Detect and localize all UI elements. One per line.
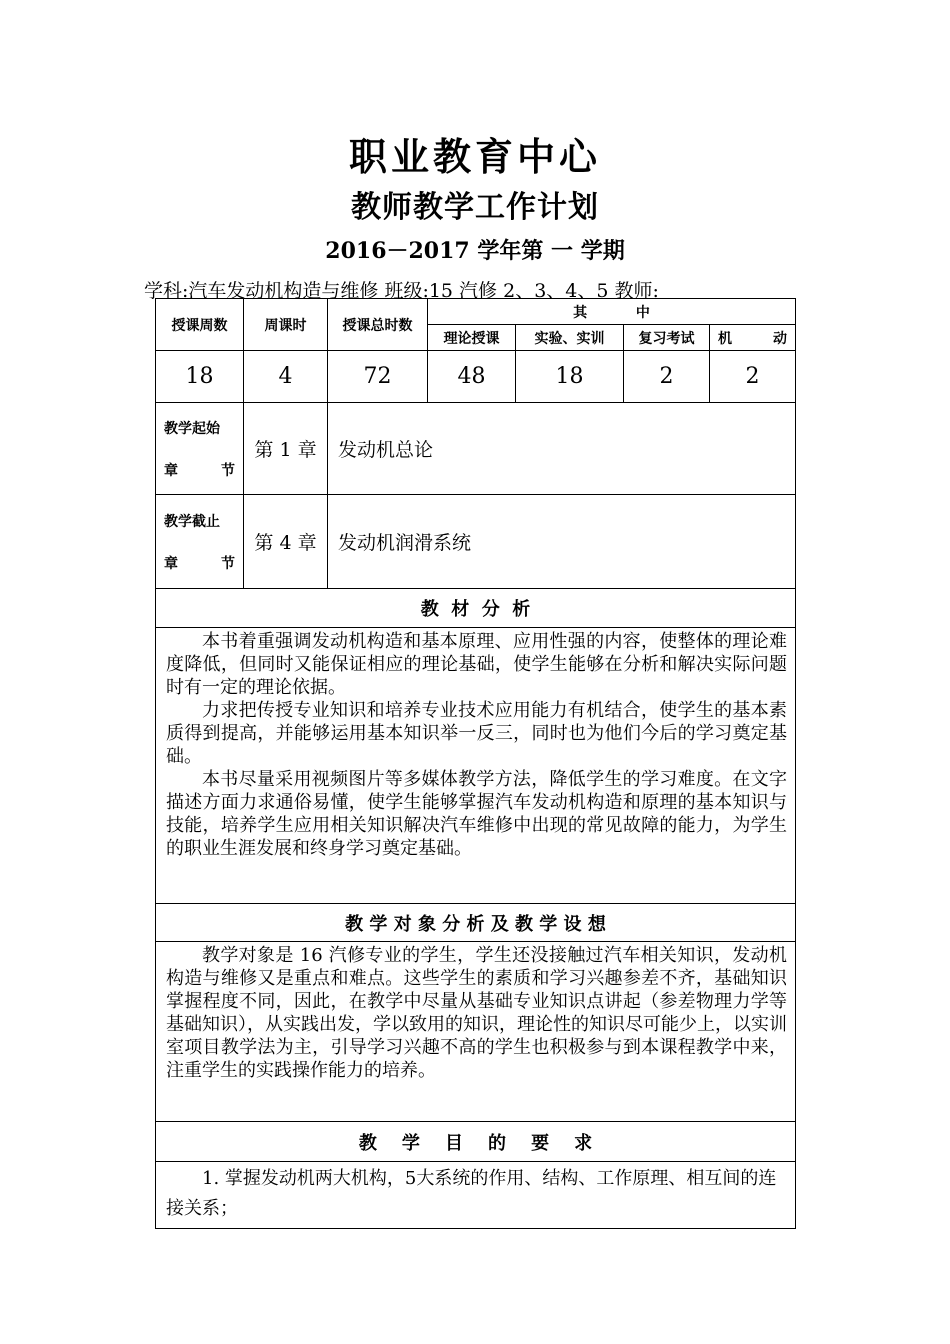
value-lab: 18 [516,351,624,403]
header-theory: 理论授课 [428,325,516,351]
header-flex-a: 机 [718,330,732,347]
header-lab: 实验、实训 [516,325,624,351]
value-weeks: 18 [156,351,244,403]
start-chapter-name: 发动机总论 [328,403,796,495]
student-paragraph: 教学对象是 16 汽修专业的学生，学生还没接触过汽车相关知识，发动机构造与维修又是重点和难点。这些学生的素质和学习兴趣参差不齐，基础知识掌握程度不同，因此，在教学中尽量从基础专业知识点讲起（参差物理力学等基础知识），从实践出发，学以致用的知识，理论性的知识尽可能少上，以实训室项目教学法为主，引导学习兴趣不高的学生也积极参与到本课程教学中来，注重学生的实践操作能力的培养。 [166,945,787,1081]
start-label-b: 节 [221,462,235,479]
material-analysis-body [156,628,796,904]
header-flex-b: 动 [773,330,787,347]
goal-item: 1. 掌握发动机两大机构，5大系统的作用、结构、工作原理、相互间的连接关系； [166,1168,777,1219]
goals-heading: 教 学 目 的 要 求 [156,1122,796,1162]
header-weeks: 授课周数 [156,299,244,351]
material-paragraph: 力求把传授专业知识和培养专业技术应用能力有机结合，使学生的基本素质得到提高，并能够运用基本知识举一反三，同时也为他们今后的学习奠定基础。 [166,700,787,767]
page-title: 职业教育中心 [348,134,601,179]
goals-body [156,1162,796,1229]
end-chapter-name: 发动机润滑系统 [328,495,796,589]
value-flex: 2 [710,351,796,403]
term-heading: 2016－2017 学年第 一 学期 [325,238,625,264]
value-total-hours: 72 [328,351,428,403]
material-paragraph: 本书着重强调发动机构造和基本原理、应用性强的内容，使整体的理论难度降低，但同时又能保证相应的理论基础，使学生能够在分析和解决实际问题时有一定的理论依据。 [166,631,787,698]
plan-table [155,298,796,1229]
end-chapter: 第 4 章 [244,495,328,589]
header-weekly-hours: 周课时 [244,299,328,351]
value-weekly-hours: 4 [244,351,328,403]
page-subtitle: 教师教学工作计划 [351,190,599,225]
header-total-hours: 授课总时数 [328,299,428,351]
start-label-line1: 教学起始 [164,420,220,437]
value-review: 2 [624,351,710,403]
end-label [156,495,244,589]
header-review: 复习考试 [624,325,710,351]
end-label-b: 节 [221,555,235,572]
material-paragraph: 本书尽量采用视频图片等多媒体教学方法，降低学生的学习难度。在文字描述方面力求通俗易懂，使学生能够掌握汽车发动机构造和原理的基本知识与技能，培养学生应用相关知识解决汽车维修中出现的常见故障的能力，为学生的职业生涯发展和终身学习奠定基础。 [166,769,787,859]
end-label-a: 章 [164,555,178,572]
start-label [156,403,244,495]
start-label-a: 章 [164,462,178,479]
student-analysis-heading: 教 学 对 象 分 析 及 教 学 设 想 [156,904,796,942]
student-analysis-body [156,942,796,1122]
subject-line: 学科:汽车发动机构造与维修 班级:15 汽修 2、3、4、5 教师: [144,280,659,302]
material-analysis-heading: 教 材 分 析 [156,589,796,628]
end-label-line1: 教学截止 [164,513,220,530]
header-among: 其 中 [428,299,796,325]
value-theory: 48 [428,351,516,403]
start-chapter: 第 1 章 [244,403,328,495]
header-flex [710,325,796,351]
